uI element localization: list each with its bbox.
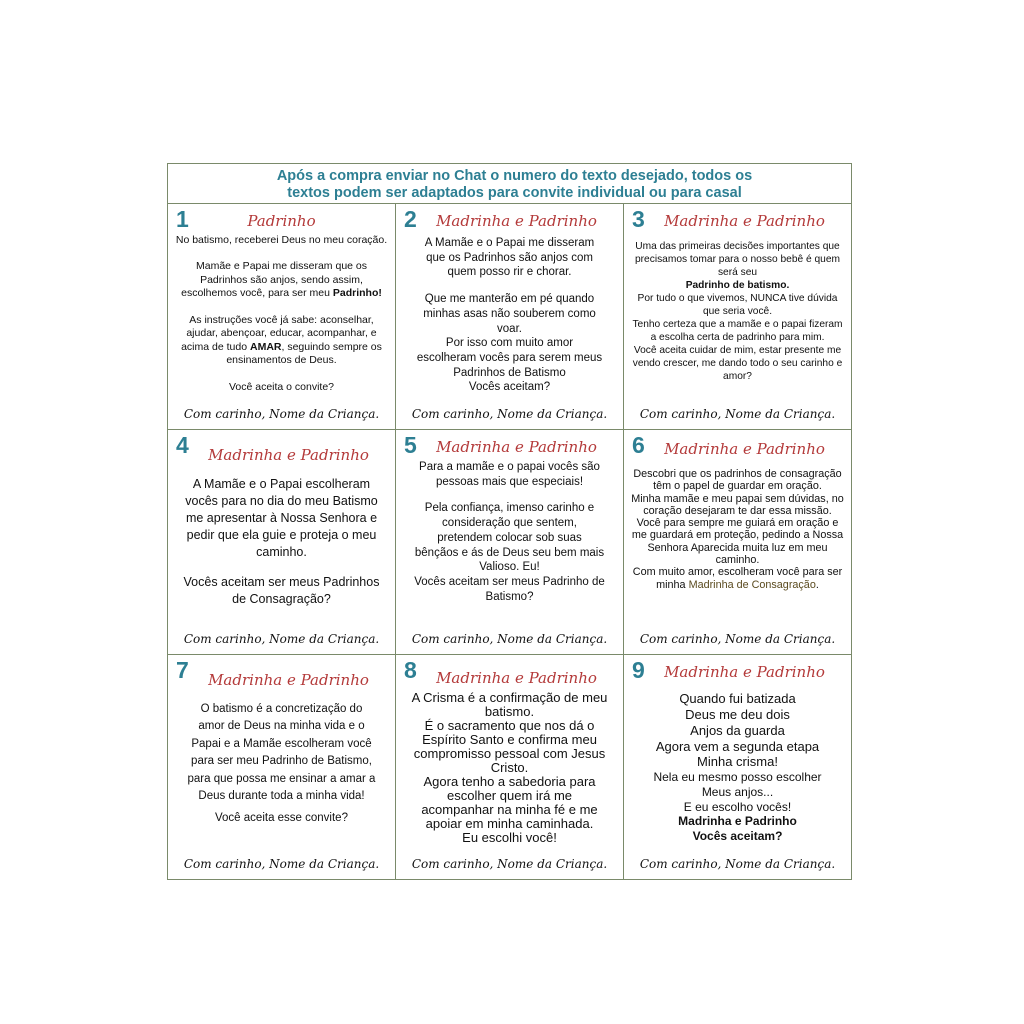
card-body — [416, 236, 603, 395]
card-body — [630, 468, 845, 591]
card-title: Madrinha e Padrinho — [208, 671, 369, 689]
card-text: Eu escolhi você! — [462, 830, 557, 846]
card-text — [174, 314, 389, 368]
card-signature: Com carinho, Nome da Criança. — [639, 857, 836, 871]
card-text: Quando fui batizada — [679, 691, 796, 706]
card-text-bold: Padrinho de batismo. — [685, 280, 790, 292]
card-signature: Com carinho, Nome da Criança. — [183, 407, 380, 421]
card-number: 5 — [404, 432, 417, 458]
card-text: A Crisma é a confirmação de meu batismo. — [411, 690, 608, 720]
card-text-part: , seguindo sempre os ensinamentos de Deus. — [226, 340, 382, 367]
card-text-part: As instruções você já sabe: aconselhar, ajudar, abençoar, educar, acompanhar, e acima de tudo — [181, 313, 377, 353]
card-title: Madrinha e Padrinho — [436, 212, 597, 230]
card-signature: Com carinho, Nome da Criança. — [639, 407, 836, 421]
card-text: Você aceita o convite? — [228, 380, 335, 393]
card-body — [630, 691, 845, 843]
card-number: 3 — [632, 206, 645, 232]
text-card-7[interactable] — [168, 655, 396, 879]
text-grid — [168, 204, 851, 879]
card-text-bold: Madrinha e Padrinho — [678, 814, 797, 829]
card-text: É o sacramento que nos dá o Espírito Santo e confirma meu compromisso pessoal com Jesus Cristo. — [413, 718, 606, 776]
text-card-5[interactable] — [396, 430, 624, 655]
card-title: Madrinha e Padrinho — [208, 446, 369, 464]
card-body — [174, 234, 389, 394]
text-card-4[interactable] — [168, 430, 396, 655]
text-card-3[interactable] — [624, 204, 851, 430]
card-text: Agora tenho a sabedoria para escolher quem irá me acompanhar na minha fé e me apoiar em minha caminhada. — [421, 774, 598, 832]
card-text: A Mamãe e o Papai me disseram que os Padrinhos são anjos com quem posso rir e chorar. — [424, 237, 595, 279]
card-signature: Com carinho, Nome da Criança. — [411, 407, 608, 421]
card-text: Você aceita cuidar de mim, estar presente me vendo crescer, me dando todo o seu carinho e amor? — [632, 345, 843, 383]
card-title: Madrinha e Padrinho — [664, 212, 825, 230]
card-title: Madrinha e Padrinho — [436, 669, 597, 687]
card-body — [414, 460, 605, 604]
header-line-1: Após a compra enviar no Chat o numero do texto desejado, todos os — [276, 168, 753, 184]
card-text: Meus anjos... — [701, 784, 774, 799]
text-card-1[interactable] — [168, 204, 396, 430]
card-text: Vocês aceitam ser meus Padrinho de Batismo? — [414, 576, 605, 603]
text-card-6[interactable] — [624, 430, 851, 655]
invitation-sheet — [167, 163, 852, 880]
card-text-part: Mamãe e Papai me disseram que os Padrinhos são anjos, sendo assim, escolhemos você, para ser meu — [181, 260, 367, 300]
card-title: Madrinha e Padrinho — [664, 440, 825, 458]
text-card-8[interactable] — [396, 655, 624, 879]
card-text — [174, 260, 389, 300]
card-text-bold: AMAR — [249, 340, 282, 353]
card-signature: Com carinho, Nome da Criança. — [411, 857, 608, 871]
card-text: Vocês aceitam ser meus Padrinhos de Consagração? — [183, 575, 380, 607]
card-signature: Com carinho, Nome da Criança. — [183, 632, 380, 646]
card-number: 9 — [632, 657, 645, 683]
card-text: Por tudo o que vivemos, NUNCA tive dúvida que seria você. — [637, 293, 838, 318]
card-text: Para a mamãe e o papai vocês são pessoas mais que especiais! — [419, 461, 600, 488]
card-number: 7 — [176, 657, 189, 683]
card-text-highlight: Madrinha de Consagração — [688, 578, 816, 591]
card-signature: Com carinho, Nome da Criança. — [411, 632, 608, 646]
card-text: Tenho certeza que a mamãe e o papai fizeram a escolha certa de padrinho para mim. — [632, 319, 843, 344]
card-number: 8 — [404, 657, 417, 683]
text-card-2[interactable] — [396, 204, 624, 430]
header-line-2: textos podem ser adaptados para convite individual ou para casal — [287, 185, 742, 201]
card-text: No batismo, receberei Deus no meu coração. — [175, 234, 388, 246]
card-text: A Mamãe e o Papai escolheram vocês para no dia do meu Batismo me apresentar à Nossa Senhora e pedir que ela guie e proteja o meu caminho. — [185, 477, 378, 559]
card-title: Madrinha e Padrinho — [664, 663, 825, 681]
card-body — [182, 476, 381, 608]
card-number: 1 — [176, 206, 189, 232]
card-body — [410, 691, 609, 845]
card-body — [186, 701, 377, 827]
card-text: Nela eu mesmo posso escolher — [653, 770, 822, 785]
card-text: Que me manterão em pé quando minhas asas não souberem como voar. — [423, 293, 596, 335]
card-text: Vocês aceitam? — [468, 381, 551, 394]
card-text: Você aceita esse convite? — [215, 811, 348, 824]
text-card-9[interactable] — [624, 655, 851, 879]
instructions-header — [168, 164, 851, 204]
card-text: Minha mamãe e meu papai sem dúvidas, no coração desejaram te dar essa missão. — [631, 492, 844, 517]
card-body — [630, 240, 845, 384]
card-number: 2 — [404, 206, 417, 232]
card-number: 6 — [632, 432, 645, 458]
card-title: Madrinha e Padrinho — [436, 438, 597, 456]
card-title: Padrinho — [247, 212, 316, 230]
card-text: Descobri que os padrinhos de consagração têm o papel de guardar em oração. — [633, 468, 842, 493]
card-signature: Com carinho, Nome da Criança. — [639, 632, 836, 646]
card-text: Pela confiança, imenso carinho e consideração que sentem, pretendem colocar sob suas bênçãos e ás de Deus seu bem mais Valioso. Eu! — [414, 502, 605, 574]
card-text-part: Com muito amor, escolheram você para ser minha — [632, 566, 843, 591]
card-text: Agora vem a segunda etapa — [655, 738, 820, 754]
card-text: Minha crisma! — [697, 754, 778, 770]
card-text: O batismo é a concretização do amor de Deus na minha vida e o Papai e a Mamãe escolheram você para ser meu Padrinho de Batismo, para que possa me ensinar a amar a Deus durante toda a minha vida! — [187, 703, 376, 803]
card-text — [630, 279, 845, 292]
card-signature: Com carinho, Nome da Criança. — [183, 857, 380, 871]
card-text: Uma das primeiras decisões importantes que precisamos tomar para o nosso bebê é quem será seu — [635, 241, 840, 279]
card-text: E eu escolho vocês! — [683, 799, 792, 814]
card-text-bold: Vocês aceitam? — [692, 828, 783, 843]
card-text: Você para sempre me guiará em oração e me guardará em proteção, pedindo a Nossa Senhora Aparecida muita luz em meu caminho. — [631, 517, 844, 567]
card-text: Anjos da guarda — [690, 722, 785, 738]
card-text: Por isso com muito amor escolheram vocês para serem meus Padrinhos de Batismo — [416, 337, 603, 379]
card-text-bold: Padrinho! — [332, 287, 382, 300]
card-number: 4 — [176, 432, 189, 458]
card-text — [630, 566, 845, 591]
card-text: Deus me deu dois — [685, 706, 790, 722]
card-text-part: . — [815, 578, 819, 591]
